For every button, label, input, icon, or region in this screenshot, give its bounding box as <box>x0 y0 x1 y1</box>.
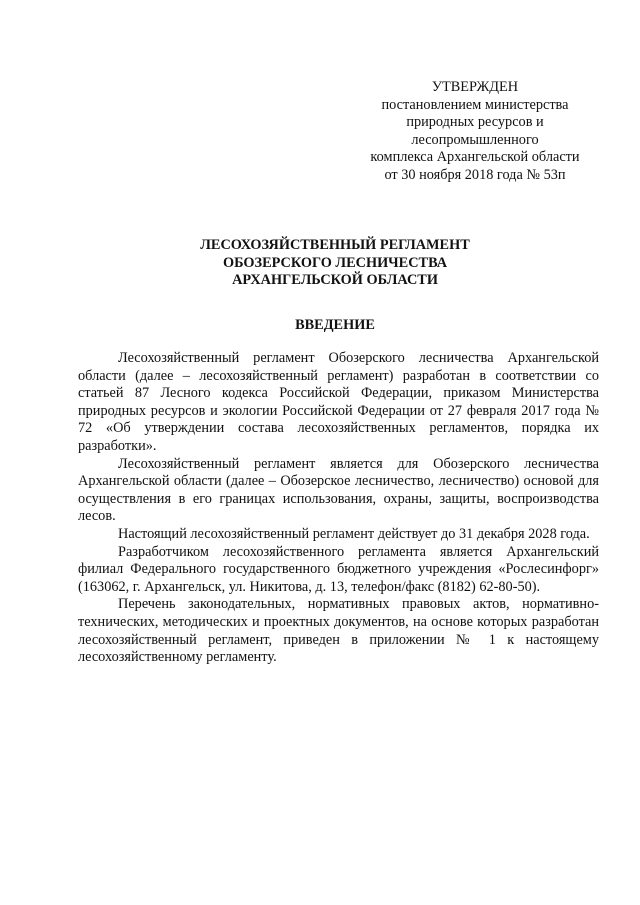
approval-line: комплекса Архангельской области <box>370 149 580 166</box>
approval-line: природных ресурсов и <box>406 114 544 131</box>
body-text <box>78 350 599 667</box>
title-line: ОБОЗЕРСКОГО ЛЕСНИЧЕСТВА <box>222 254 448 271</box>
document-title <box>100 237 570 290</box>
paragraph: Настоящий лесохозяйственный регламент действует до 31 декабря 2028 года. <box>118 525 590 542</box>
title-line: АРХАНГЕЛЬСКОЙ ОБЛАСТИ <box>232 272 438 289</box>
approval-line: от 30 ноября 2018 года № 53п <box>384 166 566 183</box>
title-line: ЛЕСОХОЗЯЙСТВЕННЫЙ РЕГЛАМЕНТ <box>200 237 470 253</box>
paragraph: Лесохозяйственный регламент является для Обозерского лесничества Архангельской области (далее – Обозерское лесничество, лесничество) основой для осуществления в его границах использования, охраны, защиты, воспроизводства лесов. <box>78 455 599 525</box>
paragraph: Разработчиком лесохозяйственного регламента является Архангельский филиал Федерального государственного бюджетного учреждения «Рослесинфорг» (163062, г. Архангельск, ул. Никитова, д. 13, телефон/факс (8182) 62-80-50). <box>78 543 599 595</box>
approval-line: лесопромышленного <box>411 131 539 148</box>
paragraph: Перечень законодательных, нормативных правовых актов, нормативно-технических, методических и проектных документов, на основе которых разработан лесохозяйственный регламент, приведен в приложении № 1 к настоящему лесохозяйственному регламенту. <box>78 596 599 666</box>
approval-line: постановлением министерства <box>381 96 569 113</box>
approval-line: УТВЕРЖДЕН <box>431 79 519 95</box>
paragraph: Лесохозяйственный регламент Обозерского лесничества Архангельской области (далее – лесохозяйственный регламент) разработан в соответствии со статьей 87 Лесного кодекса Российской Федерации, приказом Министерства природных ресурсов и экологии Российской Федерации от 27 февраля 2017 года № 72 «Об утверждении состава лесохозяйственных регламентов, порядка их разработки». <box>78 350 599 454</box>
approval-stamp-block <box>340 79 610 185</box>
section-heading: ВВЕДЕНИЕ <box>295 317 375 333</box>
